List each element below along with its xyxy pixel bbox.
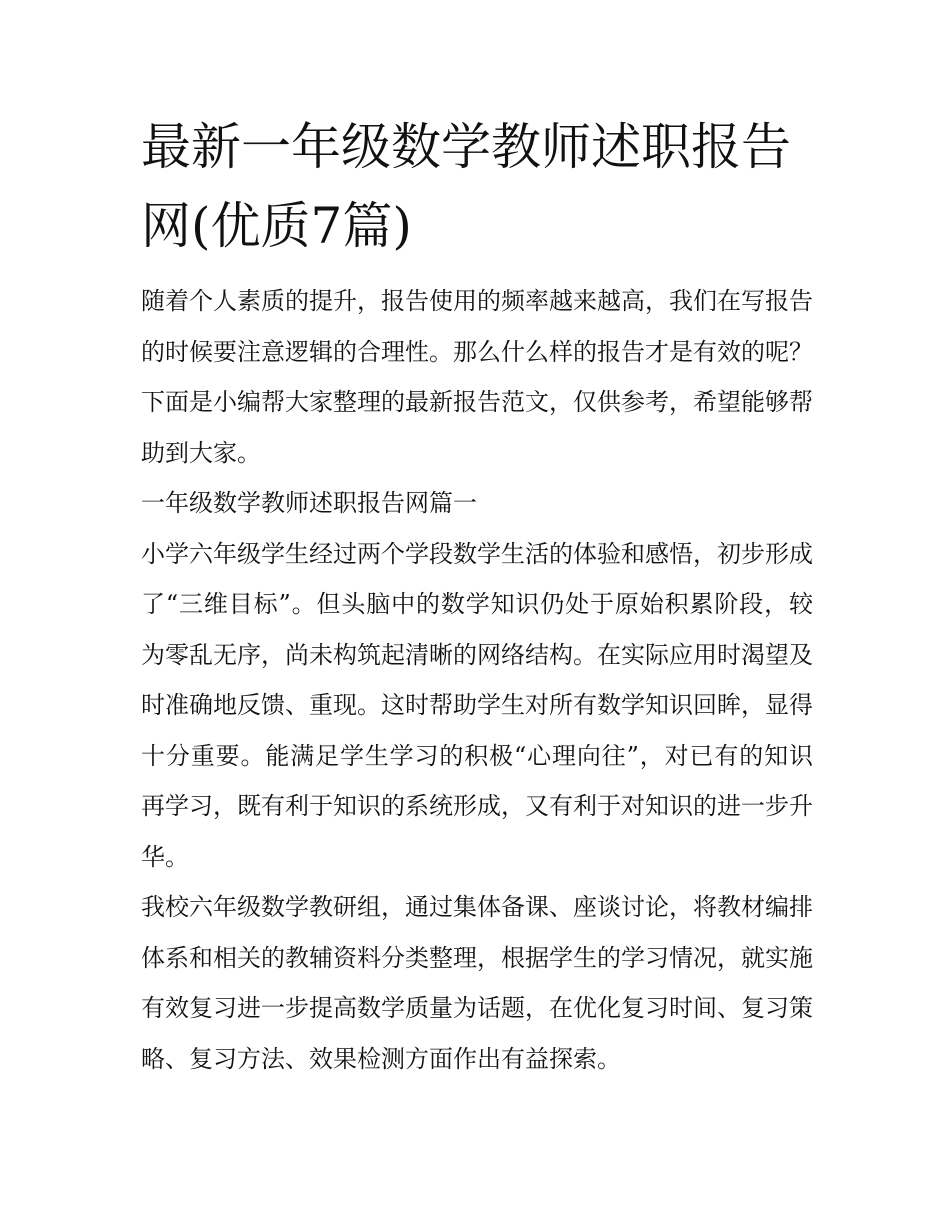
section-heading: 一年级数学教师述职报告网篇一	[141, 489, 477, 517]
intro-paragraph: 随着个人素质的提升，报告使用的频率越来越高，我们在写报告的时候要注意逻辑的合理性。那么什么样的报告才是有效的呢？下面是小编帮大家整理的最新报告范文，仅供参考，希望能够帮助到大家。	[141, 287, 813, 467]
body-paragraph: 我校六年级数学教研组，通过集体备课、座谈讨论，将教材编排体系和相关的教辅资料分类整理，根据学生的学习情况，就实施有效复习进一步提高数学质量为话题，在优化复习时间、复习策略、复习方法、效果检测方面作出有益探索。	[141, 893, 813, 1073]
body-paragraph: 小学六年级学生经过两个学段数学生活的体验和感悟，初步形成了“三维目标”。但头脑中的数学知识仍处于原始积累阶段，较为零乱无序，尚未构筑起清晰的网络结构。在实际应用时渴望及时准确地反馈、重现。这时帮助学生对所有数学知识回眸，显得十分重要。能满足学生学习的积极“心理向往”，对已有的知识再学习，既有利于知识的系统形成，又有利于对知识的进一步升华。	[141, 539, 813, 871]
document-title: 最新一年级数学教师述职报告网(优质7篇)	[141, 118, 791, 255]
document-body	[141, 276, 813, 1084]
